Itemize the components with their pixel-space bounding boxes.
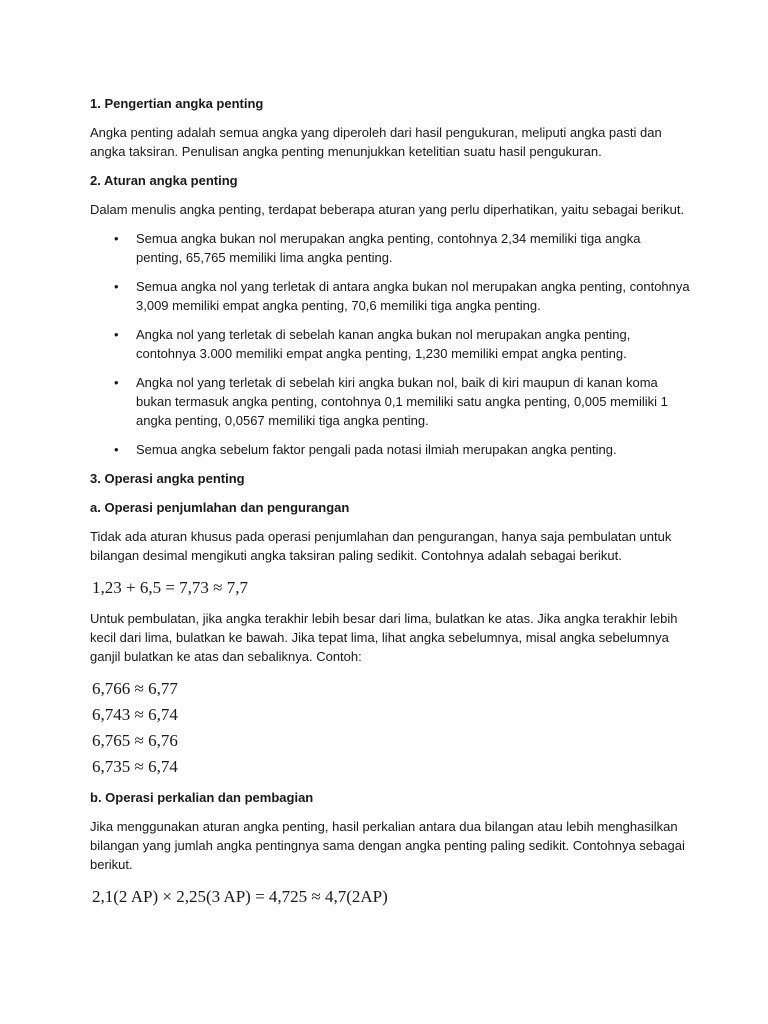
section-3b-heading: b. Operasi perkalian dan pembagian: [90, 790, 314, 805]
section-1-paragraph: Angka penting adalah semua angka yang diperoleh dari hasil pengukuran, meliputi angka pasti dan angka taksiran. Penulisan angka penting menunjukkan ketelitian suatu hasil pengukuran.: [90, 125, 662, 159]
section-3a-heading: a. Operasi penjumlahan dan pengurangan: [90, 500, 350, 515]
section-3b-paragraph: Jika menggunakan aturan angka penting, hasil perkalian antara dua bilangan atau lebih menghasilkan bilangan yang jumlah angka pentingnya sama dengan angka penting paling sedikit. Contohnya sebagai berikut.: [90, 819, 685, 872]
list-item: [90, 277, 690, 315]
rule-text: Semua angka sebelum faktor pengali pada notasi ilmiah merupakan angka penting.: [136, 442, 617, 457]
list-item: [90, 325, 690, 363]
rule-text: Semua angka nol yang terletak di antara angka bukan nol merupakan angka penting, contohnya 3,009 memiliki empat angka penting, 70,6 memiliki tiga angka penting.: [136, 279, 690, 313]
list-item: [90, 373, 690, 430]
section-2-intro: Dalam menulis angka penting, terdapat beberapa aturan yang perlu diperhatikan, yaitu sebagai berikut.: [90, 202, 685, 217]
multiplication-example-equation: 2,1(2 AP) × 2,25(3 AP) = 4,725 ≈ 4,7(2AP): [92, 887, 388, 906]
addition-example-equation: 1,23 + 6,5 = 7,73 ≈ 7,7: [92, 578, 249, 597]
section-2-heading: 2. Aturan angka penting: [90, 173, 238, 188]
section-3a-paragraph: Tidak ada aturan khusus pada operasi penjumlahan dan pengurangan, hanya saja pembulatan untuk bilangan desimal mengikuti angka taksiran paling sedikit. Contohnya adalah sebagai berikut.: [90, 529, 672, 563]
bullet-icon: •: [114, 327, 119, 342]
document-page: [90, 94, 690, 918]
bullet-icon: •: [114, 375, 119, 390]
rounding-equation: 6,765 ≈ 6,76: [92, 731, 178, 750]
rule-text: Semua angka bukan nol merupakan angka penting, contohnya 2,34 memiliki tiga angka penting, 65,765 memiliki lima angka penting.: [136, 231, 641, 265]
rounding-equation: 6,743 ≈ 6,74: [92, 705, 178, 724]
section-3-heading: 3. Operasi angka penting: [90, 471, 245, 486]
rounding-equation: 6,735 ≈ 6,74: [92, 757, 178, 776]
rounding-paragraph: Untuk pembulatan, jika angka terakhir lebih besar dari lima, bulatkan ke atas. Jika angka terakhir lebih kecil dari lima, bulatkan ke bawah. Jika tepat lima, lihat angka sebelumnya, misal angka sebelumnya ganjil bulatkan ke atas dan sebaliknya. Contoh:: [90, 611, 678, 664]
list-item: [90, 440, 690, 459]
bullet-icon: •: [114, 442, 119, 457]
rule-text: Angka nol yang terletak di sebelah kiri angka bukan nol, baik di kiri maupun di kanan koma bukan termasuk angka penting, contohnya 0,1 memiliki satu angka penting, 0,005 memiliki 1 angka penting, 0,0567 memiliki tiga angka penting.: [136, 375, 668, 428]
rounding-equation: 6,766 ≈ 6,77: [92, 679, 178, 698]
rounding-examples: [92, 676, 690, 780]
bullet-icon: •: [114, 231, 119, 246]
rule-text: Angka nol yang terletak di sebelah kanan angka bukan nol merupakan angka penting, contohnya 3.000 memiliki empat angka penting, 1,230 memiliki empat angka penting.: [136, 327, 631, 361]
bullet-icon: •: [114, 279, 119, 294]
list-item: [90, 229, 690, 267]
rules-list: [90, 229, 690, 459]
section-1-heading: 1. Pengertian angka penting: [90, 96, 264, 111]
